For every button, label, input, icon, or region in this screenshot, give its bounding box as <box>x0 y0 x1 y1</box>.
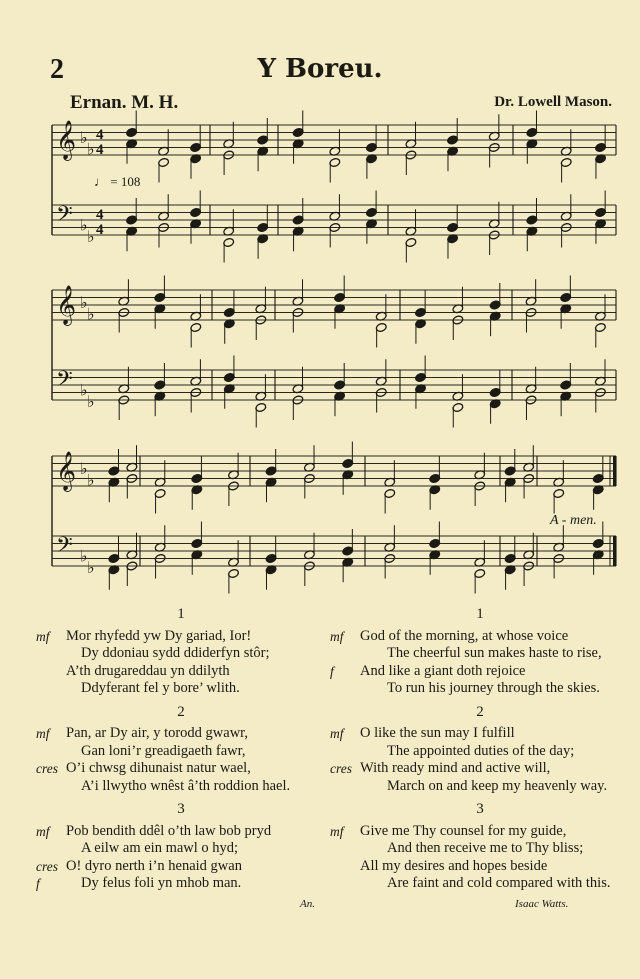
verse-number: 1 <box>476 606 484 622</box>
verse-line <box>36 875 326 893</box>
flat-icon: ♭ <box>87 391 95 411</box>
time-signature-top: 4 <box>96 127 104 143</box>
verse-line <box>330 760 630 778</box>
treble-clef-icon: 𝄞 <box>56 285 77 325</box>
composer: Dr. Lowell Mason. <box>494 94 612 110</box>
verse-line <box>36 628 326 646</box>
verse-text: O! dyro nerth i’n henaid gwan <box>66 857 242 874</box>
flat-icon: ♭ <box>87 470 95 490</box>
english-verses <box>330 600 630 893</box>
verse-line <box>330 680 630 698</box>
verse-text: All my desires and hopes beside <box>360 857 548 874</box>
dynamic-marking: mf <box>330 823 344 839</box>
verse-line <box>36 760 326 778</box>
verse-text: Mor rhyfedd yw Dy gariad, Ior! <box>66 627 252 644</box>
verse-line <box>330 645 630 663</box>
flat-icon: ♭ <box>80 293 88 312</box>
verse-text: And then receive me to Thy bliss; <box>387 840 584 856</box>
verse-text: O’i chwsg dihunaist natur wael, <box>66 760 251 776</box>
time-signature-bottom: 4 <box>96 142 104 158</box>
time-signature-bottom: 4 <box>96 222 104 238</box>
verse-line <box>36 840 326 858</box>
verse-line <box>36 778 326 796</box>
verse-number: 3 <box>476 801 484 817</box>
treble-clef-icon: 𝄞 <box>56 120 77 160</box>
verse-line <box>330 875 630 893</box>
hymn-title: Y Boreu. <box>257 54 383 84</box>
verse-line <box>330 725 630 743</box>
flat-icon: ♭ <box>87 139 95 159</box>
dynamic-marking: cres <box>330 761 352 776</box>
verse-number: 1 <box>177 606 185 622</box>
verse-text: The appointed duties of the day; <box>387 742 575 759</box>
bass-clef-icon: 𝄢 <box>56 202 73 232</box>
final-barline <box>613 536 617 566</box>
welsh-attribution: An. <box>300 898 315 910</box>
verse-line <box>36 645 326 663</box>
verse-line <box>330 823 630 841</box>
bass-clef-icon: 𝄢 <box>56 367 73 397</box>
verse-line <box>330 743 630 761</box>
verse-number: 3 <box>177 801 185 817</box>
verse-text: March on and keep my heavenly way. <box>387 777 608 794</box>
verse-text: A’i llwytho wnêst â’th roddion hael. <box>81 777 291 794</box>
flat-icon: ♭ <box>80 128 88 147</box>
verse-text: To run his journey through the skies. <box>387 680 600 696</box>
verse-text: Are faint and cold compared with this. <box>387 875 611 891</box>
verse-line <box>36 823 326 841</box>
verse-text: With ready mind and active will, <box>360 760 551 776</box>
dynamic-marking: mf <box>330 726 344 741</box>
verse-line <box>36 663 326 681</box>
dynamic-marking: mf <box>36 823 50 839</box>
flat-icon: ♭ <box>80 215 88 235</box>
verse-text: Ddyferant fel y bore’ wlith. <box>81 680 240 696</box>
verse-text: The cheerful sun makes haste to rise, <box>387 645 602 661</box>
flat-icon: ♭ <box>87 304 95 324</box>
flat-icon: ♭ <box>87 557 95 577</box>
verse-number: 2 <box>177 703 185 720</box>
page-number: 2 <box>50 54 64 85</box>
dynamic-marking: cres <box>36 761 58 776</box>
dynamic-marking: mf <box>330 628 344 644</box>
verse-text: And like a giant doth rejoice <box>360 662 526 679</box>
verse-line <box>36 680 326 698</box>
tempo-marking: ♩ = 108 <box>94 174 141 189</box>
dynamic-marking: mf <box>36 628 50 644</box>
verse-line <box>330 840 630 858</box>
dynamic-marking: mf <box>36 726 50 741</box>
tune-name: Ernan. M. H. <box>70 92 179 113</box>
verse-line <box>36 725 326 743</box>
verse-line <box>330 858 630 876</box>
bass-clef-icon: 𝄢 <box>56 533 73 563</box>
verse-text: Give me Thy counsel for my guide, <box>360 822 567 839</box>
verse-text: Gan loni’r greadigaeth fawr, <box>81 742 246 759</box>
verse-text: God of the morning, at whose voice <box>360 627 569 644</box>
dynamic-marking: f <box>330 663 334 679</box>
verse-text: Pob bendith ddêl o’th law bob pryd <box>66 822 272 839</box>
verse-line <box>330 663 630 681</box>
verse-text: A eilw am ein mawl o hyd; <box>81 840 239 856</box>
verse-line <box>330 778 630 796</box>
verse-text: Pan, ar Dy air, y torodd gwawr, <box>66 725 249 741</box>
verse-line <box>330 628 630 646</box>
verse-number: 2 <box>476 703 484 720</box>
dynamic-marking: f <box>36 876 40 891</box>
verse-text: Dy felus foli yn mhob man. <box>81 875 242 891</box>
dynamic-marking: cres <box>36 858 58 874</box>
verse-line <box>36 743 326 761</box>
amen-text: A - men. <box>550 513 597 528</box>
flat-icon: ♭ <box>87 226 95 246</box>
flat-icon: ♭ <box>80 380 88 400</box>
time-signature-top: 4 <box>96 207 104 223</box>
verse-text: A’th drugareddau yn ddilyth <box>66 662 230 679</box>
welsh-verses <box>36 600 326 893</box>
verse-text: O like the sun may I fulfill <box>360 725 515 741</box>
flat-icon: ♭ <box>80 546 88 566</box>
verse-text: Dy ddoniau sydd ddiderfyn stôr; <box>81 645 270 661</box>
treble-clef-icon: 𝄞 <box>56 451 77 491</box>
verse-line <box>36 858 326 876</box>
english-attribution: Isaac Watts. <box>515 898 569 910</box>
final-barline <box>613 456 617 486</box>
flat-icon: ♭ <box>80 459 88 478</box>
